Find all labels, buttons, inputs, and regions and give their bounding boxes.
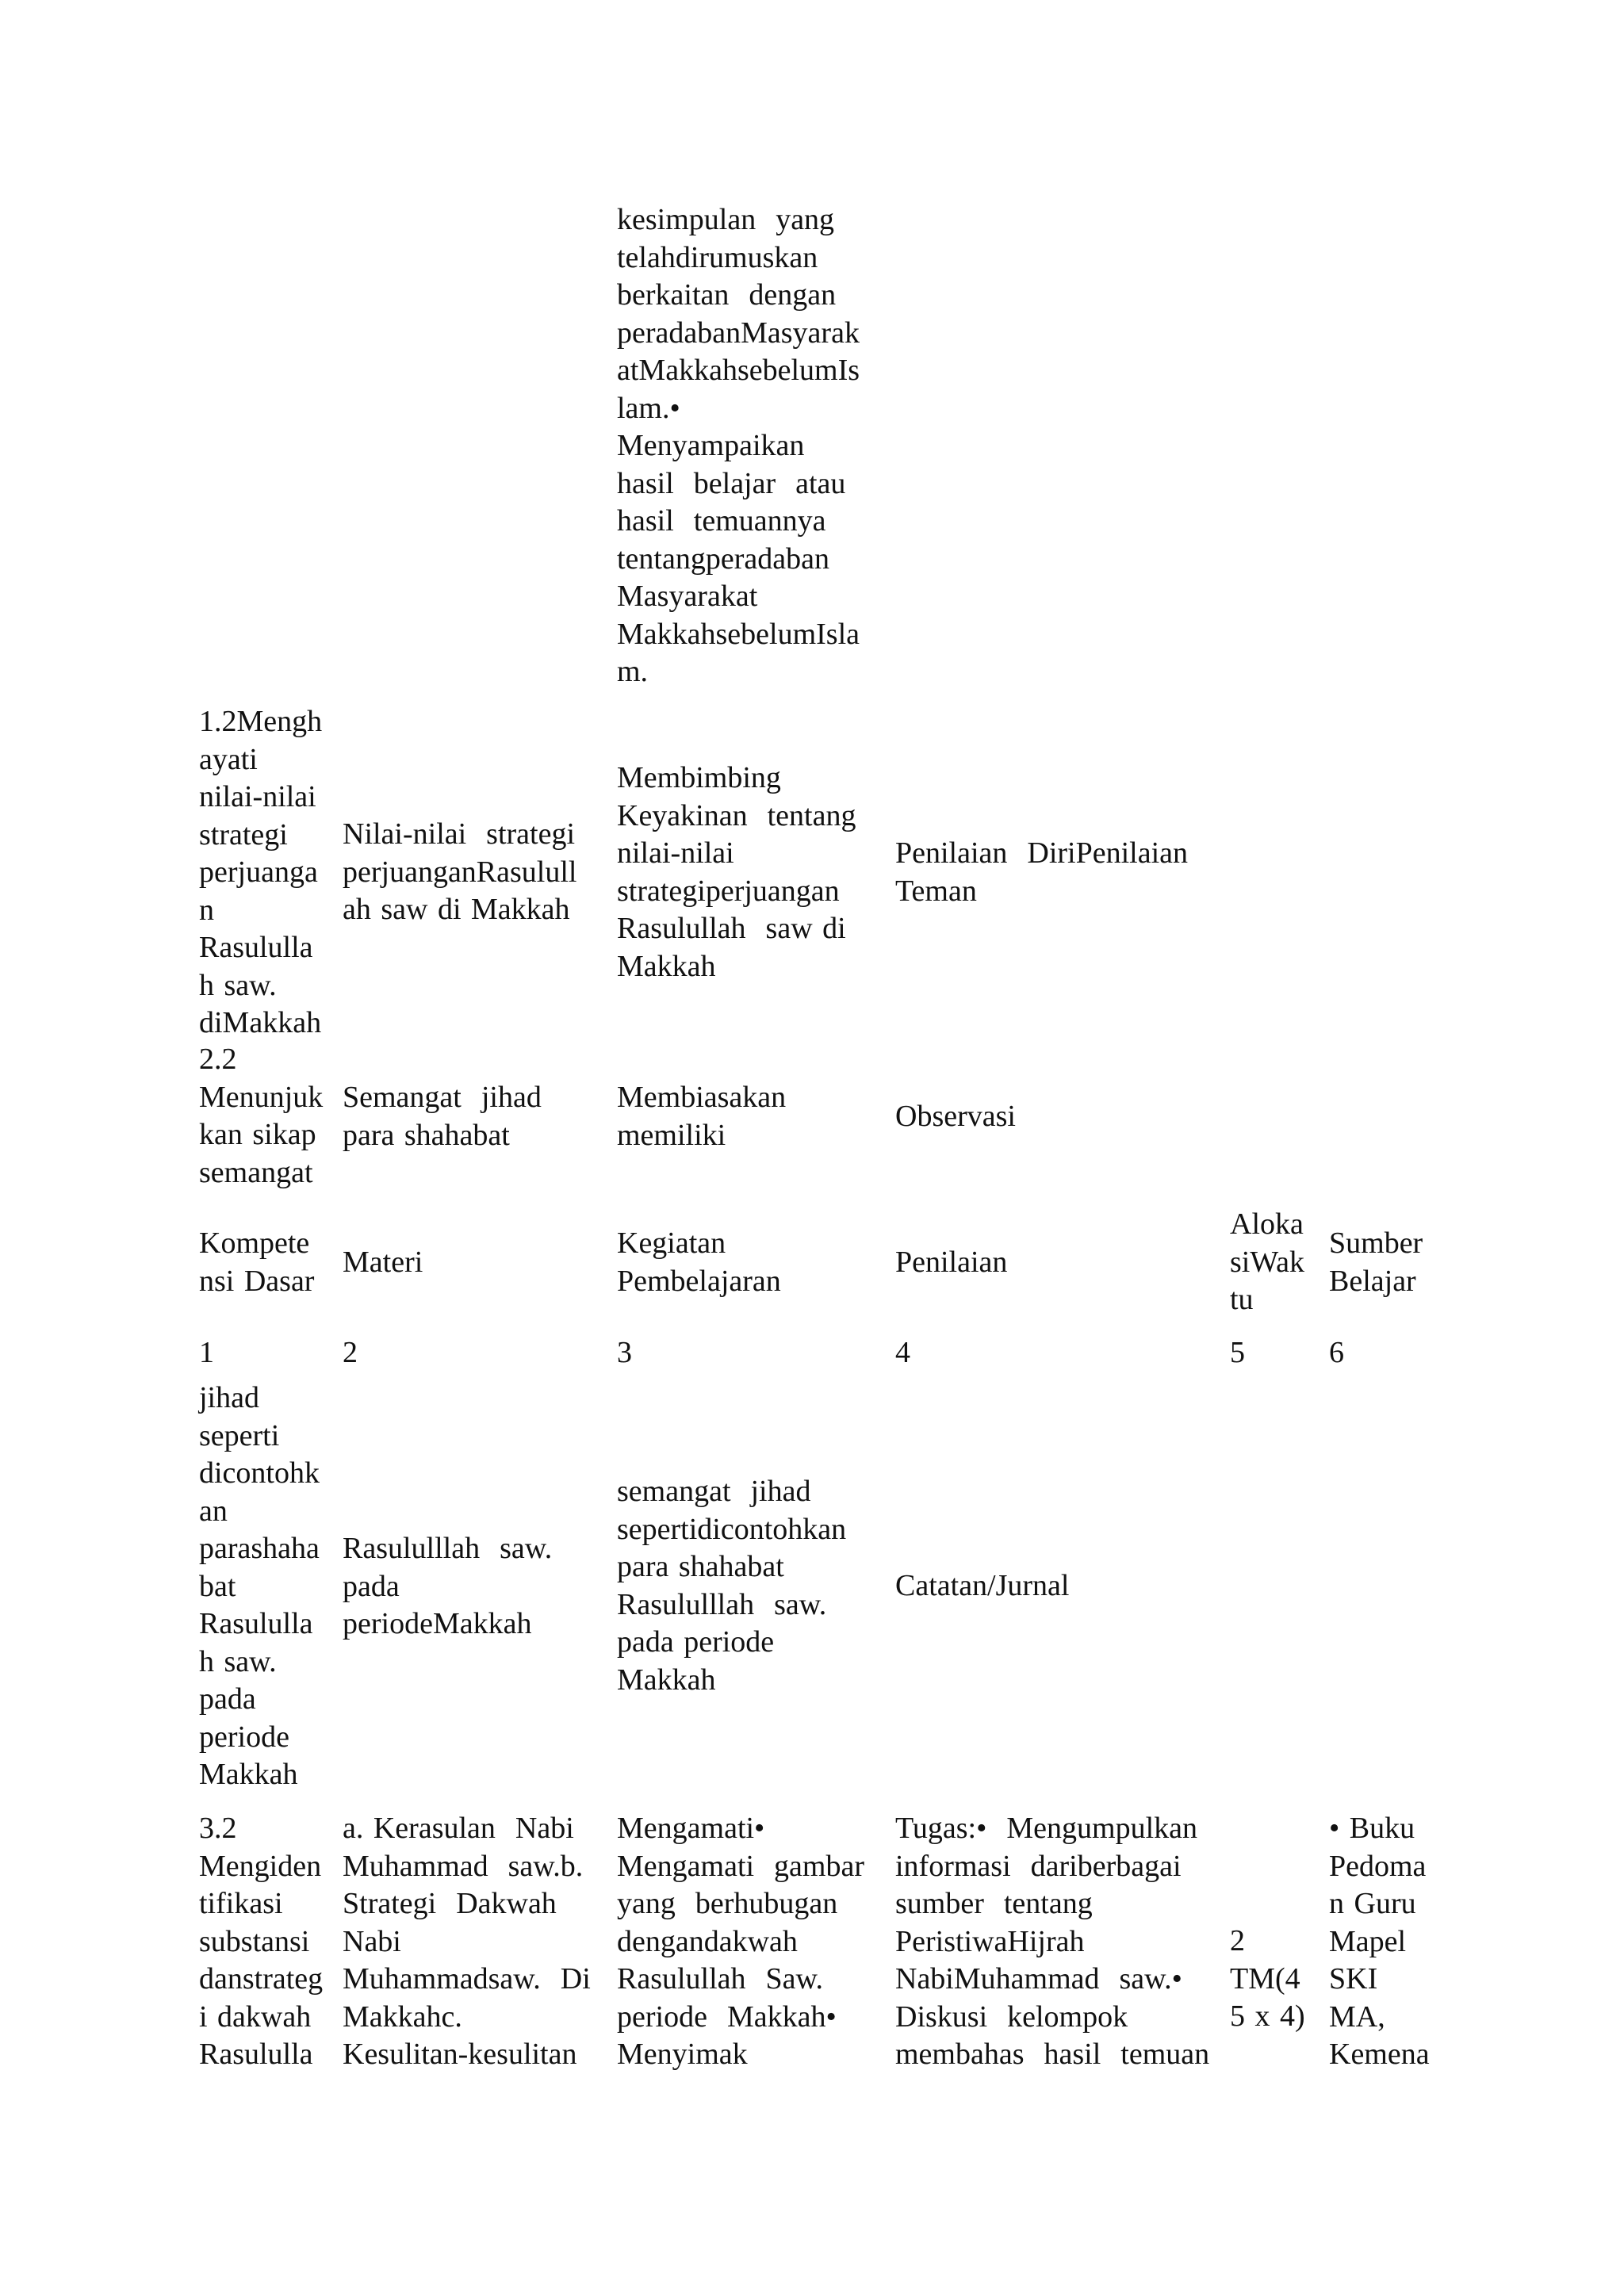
cell-line: memiliki xyxy=(617,1118,726,1152)
cell-line: Materi xyxy=(343,1246,423,1279)
cell-line: Menunjuk xyxy=(199,1080,324,1114)
cell-line: Rasululllah saw. xyxy=(343,1532,553,1565)
cell-line: Diskusi kelompok xyxy=(895,1999,1128,2034)
cell-line: Mengamati• xyxy=(617,1812,765,1845)
cell-line: Mengiden xyxy=(199,1849,322,1883)
header-alokasi xyxy=(1230,1206,1304,1319)
column-number: 3 xyxy=(617,1336,632,1369)
cell-line: hasil temuannya xyxy=(617,504,826,538)
cell-line: Rasululla xyxy=(199,1607,313,1640)
cell-line: dengandakwah xyxy=(617,1924,798,1958)
cell-line: Penilaian DiriPenilaian xyxy=(895,836,1189,870)
cell-line: Sumber xyxy=(1329,1226,1423,1260)
cell-line: nsi Dasar xyxy=(199,1264,315,1298)
header-penilaian xyxy=(895,1244,1007,1282)
cell-line: PeristiwaHijrah xyxy=(895,1924,1085,1958)
cell-line: Nabi xyxy=(343,1924,401,1958)
cell-line: sepertidicontohkan xyxy=(617,1512,847,1546)
cell-line: Makkahc. xyxy=(343,1999,462,2034)
cell-line: tifikasi xyxy=(199,1887,283,1920)
cell-line: kan sikap xyxy=(199,1118,316,1151)
cell-line: an xyxy=(199,1494,228,1528)
kegiatan-cell xyxy=(617,1473,846,1699)
cell-line: Catatan/Jurnal xyxy=(895,1569,1070,1602)
cell-line: para shahabat xyxy=(617,1550,784,1583)
alokasi-cell xyxy=(1230,1923,1305,2036)
cell-line: Rasulullah saw di xyxy=(617,912,846,945)
cell-line: Observasi xyxy=(895,1100,1016,1133)
cell-line: Tugas:• Mengumpulkan xyxy=(895,1812,1198,1845)
cell-line: parashaha xyxy=(199,1532,320,1565)
kompetensi-cell xyxy=(199,1810,323,2074)
cell-line: membahas hasil temuan xyxy=(895,2038,1210,2071)
cell-line: Teman xyxy=(895,874,977,908)
cell-line: diMakkah xyxy=(199,1006,322,1039)
kompetensi-cell xyxy=(199,703,322,1043)
cell-line: TM(4 xyxy=(1230,1961,1300,1996)
cell-line: periode Makkah• xyxy=(617,1999,837,2034)
cell-line: informasi dariberbagai xyxy=(895,1849,1182,1883)
cell-line: Muhammad saw.b. xyxy=(343,1849,584,1883)
cell-line: i dakwah xyxy=(199,1999,312,2034)
cell-line: pada xyxy=(199,1682,256,1716)
header-kegiatan xyxy=(617,1225,781,1300)
cell-line: nilai-nilai xyxy=(199,780,316,813)
cell-line: substansi xyxy=(199,1924,310,1958)
column-number: 5 xyxy=(1230,1336,1245,1369)
cell-line: bat xyxy=(199,1569,236,1603)
column-number: 2 xyxy=(343,1336,358,1369)
cell-line: 1.2Mengh xyxy=(199,705,323,738)
penilaian-cell xyxy=(895,1810,1209,2074)
cell-line: danstrateg xyxy=(199,1962,324,1996)
kegiatan-cell xyxy=(617,1810,864,2074)
cell-line: Mapel xyxy=(1329,1924,1407,1958)
cell-line: yang berhubugan xyxy=(617,1887,838,1920)
cell-line: Kesulitan-kesulitan xyxy=(343,2038,577,2071)
cell-line: h saw. xyxy=(199,968,277,1002)
cell-line: MA, xyxy=(1329,1999,1385,2034)
cell-line: tentangperadaban xyxy=(617,541,829,576)
cell-line: Rasululla xyxy=(199,931,313,964)
cell-line: Kemena xyxy=(1329,2038,1430,2071)
cell-line: semangat xyxy=(199,1155,313,1189)
cell-line: nilai-nilai xyxy=(617,836,734,870)
cell-line: Makkah xyxy=(617,949,716,983)
column-number: 6 xyxy=(1329,1336,1344,1369)
cell-line: Rasulullah Saw. xyxy=(617,1962,824,1996)
cell-line: jihad xyxy=(199,1381,259,1414)
cell-line: perjuanga xyxy=(199,855,318,889)
cell-line: strategiperjuangan xyxy=(617,874,840,908)
cell-line: a. Kerasulan Nabi xyxy=(343,1812,574,1845)
materi-cell xyxy=(343,1530,552,1644)
column-number: 4 xyxy=(895,1336,910,1369)
cell-line: tu xyxy=(1230,1283,1254,1316)
cell-line: Menyampaikan xyxy=(617,429,805,462)
cell-line: Rasululllah saw. xyxy=(617,1587,827,1621)
cell-line: seperti xyxy=(199,1418,280,1452)
cell-line: 2 xyxy=(1230,1924,1245,1957)
cell-line: Keyakinan tentang xyxy=(617,798,856,832)
cell-line: kesimpulan yang xyxy=(617,203,835,236)
materi-cell xyxy=(343,1079,542,1154)
cell-line: Makkah xyxy=(199,1758,298,1791)
cell-line: ah saw di Makkah xyxy=(343,893,570,926)
cell-line: Kompete xyxy=(199,1226,310,1260)
cell-line: berkaitan dengan xyxy=(617,278,837,312)
cell-line: lam.• xyxy=(617,391,680,425)
cell-line: • Buku xyxy=(1329,1812,1415,1845)
cell-line: Penilaian xyxy=(895,1246,1008,1279)
cell-line: ayati xyxy=(199,742,258,776)
cell-line: NabiMuhammad saw.• xyxy=(895,1962,1182,1996)
cell-line: Rasululla xyxy=(199,2038,313,2071)
cell-line: Pembelajaran xyxy=(617,1264,781,1298)
cell-line: Muhammadsaw. Di xyxy=(343,1962,591,1996)
cell-line: m. xyxy=(617,655,649,688)
cell-line: peradabanMasyarak xyxy=(617,316,860,350)
header-materi xyxy=(343,1244,423,1282)
cell-line: SKI xyxy=(1329,1962,1378,1996)
cell-line: semangat jihad xyxy=(617,1475,811,1508)
cell-line: Strategi Dakwah xyxy=(343,1887,557,1920)
penilaian-cell xyxy=(895,835,1188,910)
cell-line: pada periode xyxy=(617,1625,775,1659)
cell-line: MakkahsebelumIsla xyxy=(617,617,860,651)
cell-line: 3.2 xyxy=(199,1812,237,1845)
cell-line: 2.2 xyxy=(199,1043,237,1076)
cell-line: n xyxy=(199,893,214,927)
cell-line: strategi xyxy=(199,817,288,851)
kompetensi-cell xyxy=(199,1041,323,1192)
cell-line: perjuanganRasulull xyxy=(343,855,577,889)
kompetensi-cell xyxy=(199,1380,320,1794)
materi-cell xyxy=(343,816,576,929)
penilaian-cell xyxy=(895,1098,1016,1136)
cell-line: Membimbing xyxy=(617,761,781,794)
kegiatan-cell xyxy=(617,760,856,985)
cell-line: Kegiatan xyxy=(617,1226,726,1260)
cell-line: periodeMakkah xyxy=(343,1607,532,1640)
column-number: 1 xyxy=(199,1336,214,1369)
penilaian-cell xyxy=(895,1567,1069,1605)
cell-line: dicontohk xyxy=(199,1456,320,1490)
cell-line: Pedoma xyxy=(1329,1849,1427,1883)
cell-line: Mengamati gambar xyxy=(617,1849,865,1883)
cell-line: sumber tentang xyxy=(895,1887,1093,1920)
cell-line: Nilai-nilai strategi xyxy=(343,817,576,851)
cell-line: siWak xyxy=(1230,1245,1305,1279)
materi-cell xyxy=(343,1810,591,2074)
cell-line: Makkah xyxy=(617,1663,716,1697)
cell-line: atMakkahsebelumIs xyxy=(617,354,860,387)
cell-line: telahdirumuskan xyxy=(617,240,818,274)
header-sumber xyxy=(1329,1225,1423,1300)
cell-line: Menyimak xyxy=(617,2038,748,2071)
cell-line: Belajar xyxy=(1329,1264,1416,1298)
cell-line: 5 x 4) xyxy=(1230,1999,1305,2033)
cell-line: Semangat jihad xyxy=(343,1081,542,1114)
cell-line: pada xyxy=(343,1569,400,1603)
kegiatan-cell xyxy=(617,1079,786,1154)
header-kompetensi xyxy=(199,1225,314,1300)
sumber-cell xyxy=(1329,1810,1430,2074)
cell-line: hasil belajar atau xyxy=(617,466,846,500)
kegiatan-cell xyxy=(617,201,860,691)
cell-line: n Guru xyxy=(1329,1887,1416,1920)
cell-line: para shahabat xyxy=(343,1118,510,1152)
cell-line: periode xyxy=(199,1720,289,1754)
cell-line: Masyarakat xyxy=(617,580,758,613)
cell-line: Aloka xyxy=(1230,1207,1304,1241)
cell-line: h saw. xyxy=(199,1644,277,1678)
cell-line: Membiasakan xyxy=(617,1081,787,1114)
